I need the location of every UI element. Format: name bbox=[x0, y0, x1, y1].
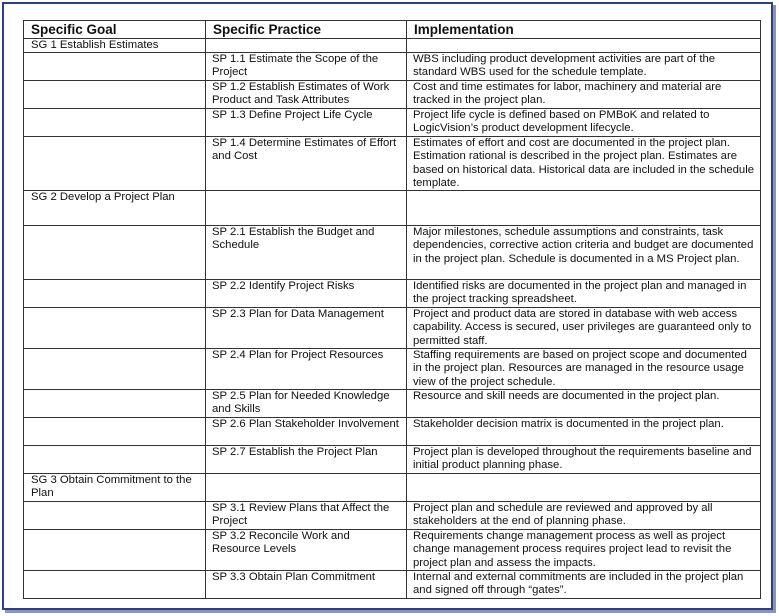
practice-cell: SP 1.3 Define Project Life Cycle bbox=[206, 109, 407, 137]
practice-cell bbox=[206, 474, 407, 502]
table-row bbox=[24, 308, 761, 349]
practice-table bbox=[23, 20, 761, 599]
table-row bbox=[24, 81, 761, 109]
practice-cell: SP 2.3 Plan for Data Management bbox=[206, 308, 407, 349]
implementation-cell bbox=[407, 474, 761, 502]
table-row bbox=[24, 137, 761, 191]
implementation-cell: WBS including product development activities are part of the standard WBS used for the schedule template. bbox=[407, 53, 761, 81]
practice-cell: SP 3.2 Reconcile Work and Resource Levels bbox=[206, 530, 407, 571]
implementation-cell: Resource and skill needs are documented in the project plan. bbox=[407, 390, 761, 418]
implementation-cell: Internal and external commitments are included in the project plan and signed off through “gates”. bbox=[407, 571, 761, 599]
table-row bbox=[24, 280, 761, 308]
practice-cell: SP 3.1 Review Plans that Affect the Project bbox=[206, 502, 407, 530]
table-row bbox=[24, 446, 761, 474]
practice-cell: SP 1.1 Estimate the Scope of the Project bbox=[206, 53, 407, 81]
practice-cell: SP 2.1 Establish the Budget and Schedule bbox=[206, 226, 407, 280]
table-row bbox=[24, 39, 761, 53]
implementation-cell: Project plan is developed throughout the requirements baseline and initial product planning phase. bbox=[407, 446, 761, 474]
goal-cell: SG 2 Develop a Project Plan bbox=[24, 191, 206, 226]
table-row bbox=[24, 191, 761, 226]
table-row bbox=[24, 502, 761, 530]
practice-cell: SP 3.3 Obtain Plan Commitment bbox=[206, 571, 407, 599]
header-implementation: Implementation bbox=[407, 21, 761, 39]
goal-cell bbox=[24, 446, 206, 474]
goal-cell bbox=[24, 308, 206, 349]
goal-cell bbox=[24, 349, 206, 390]
implementation-cell bbox=[407, 191, 761, 226]
goal-cell: SG 1 Establish Estimates bbox=[24, 39, 206, 53]
implementation-cell: Stakeholder decision matrix is documented in the project plan. bbox=[407, 418, 761, 446]
goal-cell bbox=[24, 53, 206, 81]
implementation-cell: Project and product data are stored in database with web access capability. Access is secured, user privileges are guaranteed only to permitted staff. bbox=[407, 308, 761, 349]
practice-cell: SP 2.4 Plan for Project Resources bbox=[206, 349, 407, 390]
table-row bbox=[24, 109, 761, 137]
practice-cell: SP 2.5 Plan for Needed Knowledge and Skills bbox=[206, 390, 407, 418]
practice-cell: SP 2.6 Plan Stakeholder Involvement bbox=[206, 418, 407, 446]
practice-cell bbox=[206, 191, 407, 226]
table-row bbox=[24, 390, 761, 418]
implementation-cell: Staffing requirements are based on project scope and documented in the project plan. Resources are managed in the resource usage view of the project schedule. bbox=[407, 349, 761, 390]
implementation-cell: Cost and time estimates for labor, machinery and material are tracked in the project plan. bbox=[407, 81, 761, 109]
table-row bbox=[24, 571, 761, 599]
table-row bbox=[24, 530, 761, 571]
goal-cell bbox=[24, 109, 206, 137]
practice-cell bbox=[206, 39, 407, 53]
goal-cell bbox=[24, 81, 206, 109]
goal-cell bbox=[24, 530, 206, 571]
table-row bbox=[24, 53, 761, 81]
practice-cell: SP 1.2 Establish Estimates of Work Product and Task Attributes bbox=[206, 81, 407, 109]
implementation-cell: Project plan and schedule are reviewed and approved by all stakeholders at the end of planning phase. bbox=[407, 502, 761, 530]
table-row bbox=[24, 474, 761, 502]
practice-cell: SP 2.2 Identify Project Risks bbox=[206, 280, 407, 308]
implementation-cell bbox=[407, 39, 761, 53]
header-specific-goal: Specific Goal bbox=[24, 21, 206, 39]
goal-cell bbox=[24, 137, 206, 191]
goal-cell bbox=[24, 502, 206, 530]
header-row bbox=[24, 21, 761, 39]
implementation-cell: Requirements change management process as well as project change management process requires project lead to revisit the project plan and assess the impacts. bbox=[407, 530, 761, 571]
goal-cell: SG 3 Obtain Commitment to the Plan bbox=[24, 474, 206, 502]
table-row bbox=[24, 349, 761, 390]
practice-cell: SP 1.4 Determine Estimates of Effort and Cost bbox=[206, 137, 407, 191]
header-specific-practice: Specific Practice bbox=[206, 21, 407, 39]
goal-cell bbox=[24, 226, 206, 280]
implementation-cell: Major milestones, schedule assumptions and constraints, task dependencies, corrective action criteria and budget are documented in the project plan. Schedule is documented in a MS Project plan. bbox=[407, 226, 761, 280]
implementation-cell: Project life cycle is defined based on PMBoK and related to LogicVision’s product development lifecycle. bbox=[407, 109, 761, 137]
table-row bbox=[24, 226, 761, 280]
table-row bbox=[24, 418, 761, 446]
document-frame bbox=[2, 2, 773, 610]
goal-cell bbox=[24, 418, 206, 446]
practice-cell: SP 2.7 Establish the Project Plan bbox=[206, 446, 407, 474]
implementation-cell: Estimates of effort and cost are documented in the project plan. Estimation rational is described in the project plan. Estimates are based on historical data. Historical data are included in the schedule template. bbox=[407, 137, 761, 191]
goal-cell bbox=[24, 571, 206, 599]
goal-cell bbox=[24, 280, 206, 308]
goal-cell bbox=[24, 390, 206, 418]
implementation-cell: Identified risks are documented in the project plan and managed in the project tracking spreadsheet. bbox=[407, 280, 761, 308]
